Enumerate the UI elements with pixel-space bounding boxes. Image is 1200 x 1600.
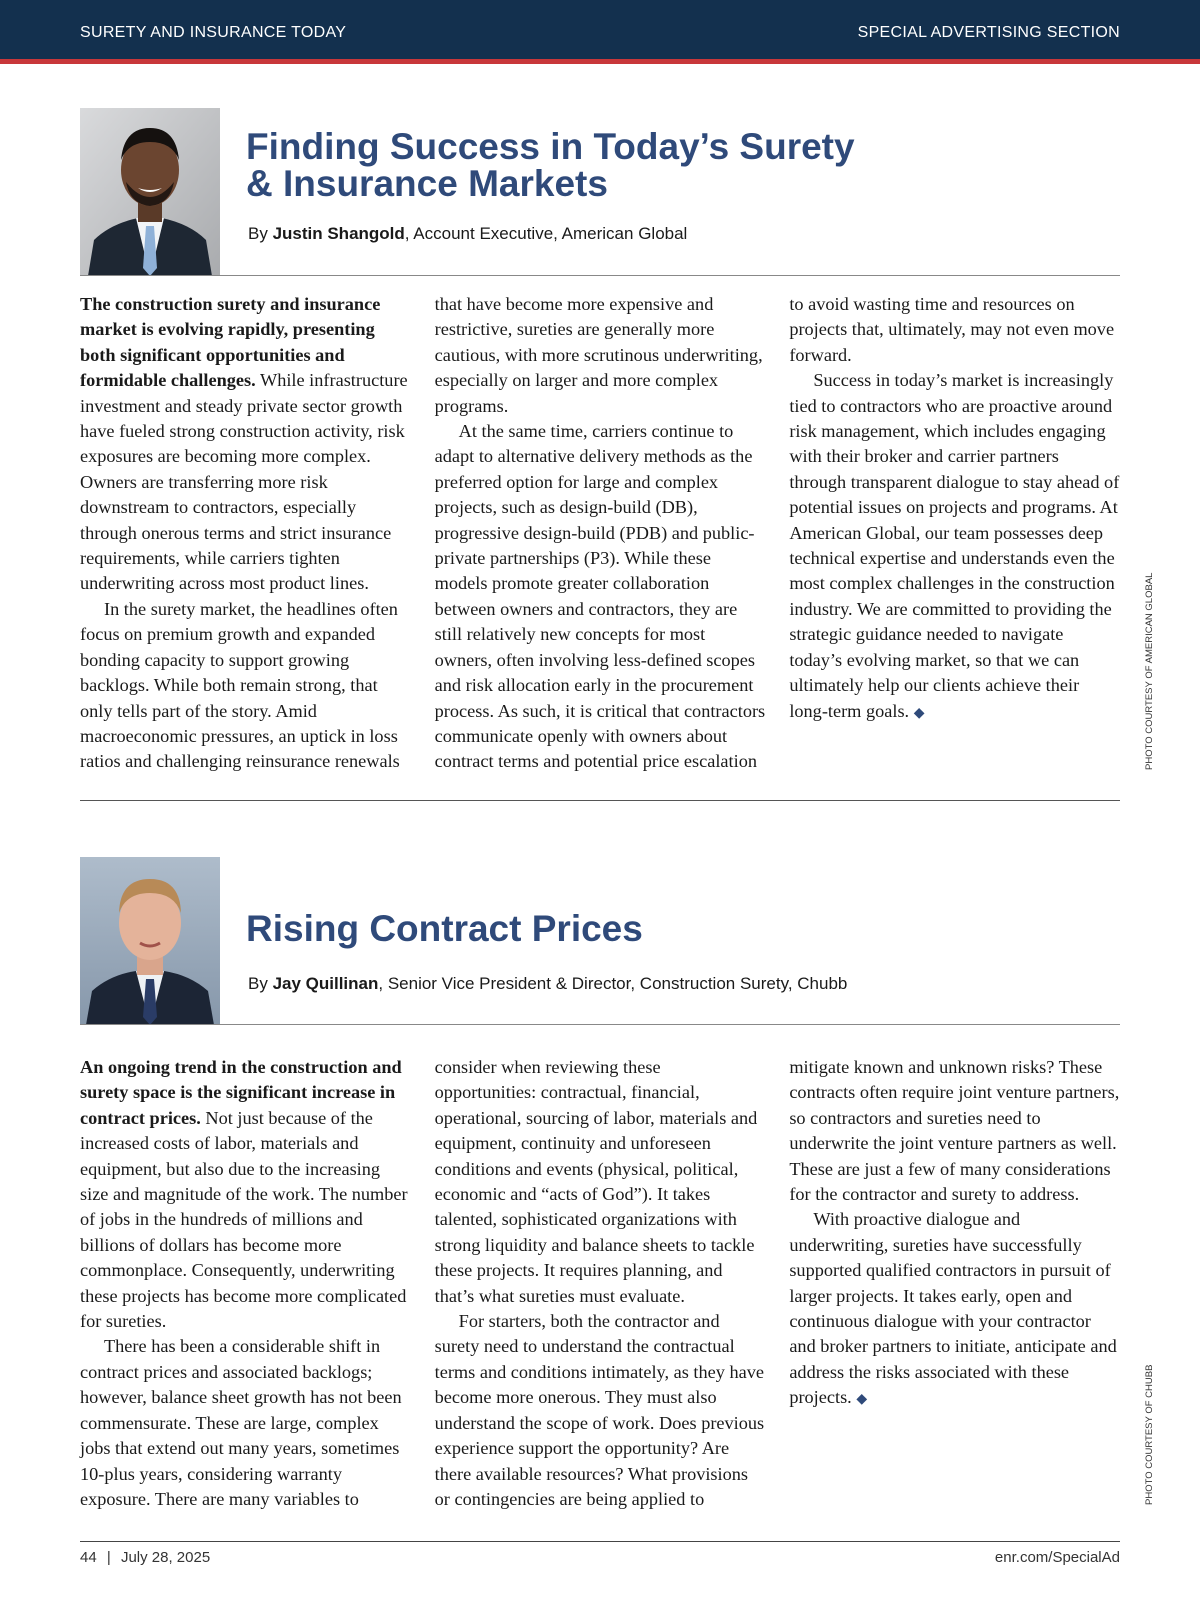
- paragraph: With proactive dialogue and underwriting, sureties have successfully supported qualified contractors in pursuit of larger projects. It takes early, open and continuous dialogue with your contractor and broker partners to initiate, anticipate and address the risks associated with these projects. ◆: [789, 1209, 1117, 1408]
- end-mark: ◆: [856, 1392, 868, 1408]
- byline-by: By: [248, 974, 273, 993]
- footer-separator: |: [106, 1549, 111, 1566]
- end-mark: ◆: [913, 705, 925, 721]
- paragraph: At the same time, carriers continue to adapt to alternative delivery methods as the preferred option for large and complex projects, such as design-build (DB), progressive design-build (PDB) and public-private partnerships (P3). While these models promote greater collaboration between owners and contractors, they are still relatively new concepts for most owners, often involving less-defined scopes and risk allocation early in the procurement process. As such, it is critical that contractors communicate openly with owners about contract terms and potential price escalation to avoid wasting time and resources on projects that, ultimately, may not even move forward.: [434, 294, 1115, 772]
- paragraph: An ongoing trend in the construction and surety space is the significant increase in contract prices. Not just because of the increased costs of labor, materials and equipment, but also due to the increasing size and magnitude of the work. The number of jobs in the hundreds of millions and billions of dollars has become more commonplace. Consequently, underwriting these projects has become more complicated for sureties.: [80, 1057, 408, 1332]
- photo-credit: PHOTO COURTESY OF AMERICAN GLOBAL: [1144, 572, 1155, 770]
- author-photo-justin-shangold: [80, 108, 220, 276]
- divider: [80, 275, 1120, 276]
- byline: [248, 974, 847, 994]
- author-name: Justin Shangold: [272, 224, 405, 243]
- author-role: , Account Executive, American Global: [404, 224, 688, 243]
- section-divider: [80, 800, 1120, 801]
- article-body: [80, 292, 1120, 777]
- paragraph: The construction surety and insurance market is evolving rapidly, presenting both significant opportunities and formidable challenges. While infrastructure investment and steady private sector growth have fueled strong construction activity, risk exposures are becoming more complex. Owners are transferring more risk downstream to contractors, especially through onerous terms and strict insurance requirements, while carriers tighten underwriting across most product lines.: [80, 294, 408, 594]
- section-header-bar: [0, 0, 1200, 64]
- footer-url: enr.com/SpecialAd: [994, 1549, 1120, 1566]
- article-title: [246, 128, 855, 202]
- advertising-label: SPECIAL ADVERTISING SECTION: [857, 24, 1120, 41]
- author-role: , Senior Vice President & Director, Construction Surety, Chubb: [378, 974, 848, 993]
- lead-sentence: An ongoing trend in the construction and surety space is the significant increase in contract prices.: [80, 1057, 402, 1128]
- paragraph: There has been a considerable shift in contract prices and associated backlogs; however, balance sheet growth has not been commensurate. These are large, complex jobs that extend out many years, sometimes 10-plus years, considering warranty exposure. There are many variables to consider when reviewing these opportunities: contractual, financial, operational, sourcing of labor, materials and equipment, continuity and unforeseen conditions and events (physical, political, economic and “acts of God”). It takes talented, sophisticated organizations with strong liquidity and balance sheets to tackle these projects. It requires planning, and that’s what sureties must evaluate.: [80, 1057, 758, 1509]
- divider: [80, 1024, 1120, 1025]
- paragraph: Success in today’s market is increasingly tied to contractors who are proactive around risk management, which includes engaging with their broker and carrier partners through transparent dialogue to stay ahead of potential issues on projects and programs. At American Global, our team possesses deep technical expertise and understands even the most complex challenges in the construction industry. We are committed to providing the strategic guidance needed to navigate today’s evolving market, so that we can ultimately help our clients achieve their long-term goals. ◆: [789, 370, 1120, 721]
- article-title-line-2: & Insurance Markets: [246, 163, 608, 204]
- author-photo-jay-quillinan: [80, 857, 220, 1025]
- article-title-line-1: Finding Success in Today’s Surety: [246, 126, 855, 167]
- author-name: Jay Quillinan: [272, 974, 379, 993]
- paragraph: In the surety market, the headlines often focus on premium growth and expanded bonding capacity to support growing backlogs. While both remain strong, that only tells part of the story. Amid macroeconomic pressures, an uptick in loss ratios and challenging reinsurance renewals that have become more expensive and restrictive, sureties are generally more cautious, with more scrutinous underwriting, especially on larger and more complex programs.: [80, 294, 763, 772]
- article-body: [80, 1055, 1120, 1515]
- footer-page-info: [80, 1549, 210, 1566]
- lead-sentence: The construction surety and insurance market is evolving rapidly, presenting both significant opportunities and formidable challenges.: [80, 294, 381, 391]
- byline: [248, 224, 687, 244]
- section-title: SURETY AND INSURANCE TODAY: [80, 24, 347, 41]
- photo-credit: PHOTO COURTESY OF CHUBB: [1144, 1364, 1155, 1505]
- paragraph: For starters, both the contractor and surety need to understand the contractual terms and conditions intimately, as they have become more onerous. They must also understand the scope of work. Does previous experience support the opportunity? Are there available resources? What provisions or contingencies are being applied to mitigate known and unknown risks? These contracts often require joint venture partners, so contractors and sureties need to underwrite the joint venture partners as well. These are just a few of many considerations for the contractor and surety to address.: [434, 1057, 1120, 1509]
- issue-date: July 28, 2025: [120, 1549, 211, 1566]
- page-number: 44: [80, 1549, 97, 1566]
- byline-by: By: [248, 224, 273, 243]
- footer-divider: [80, 1541, 1120, 1542]
- article-title: Rising Contract Prices: [246, 908, 643, 949]
